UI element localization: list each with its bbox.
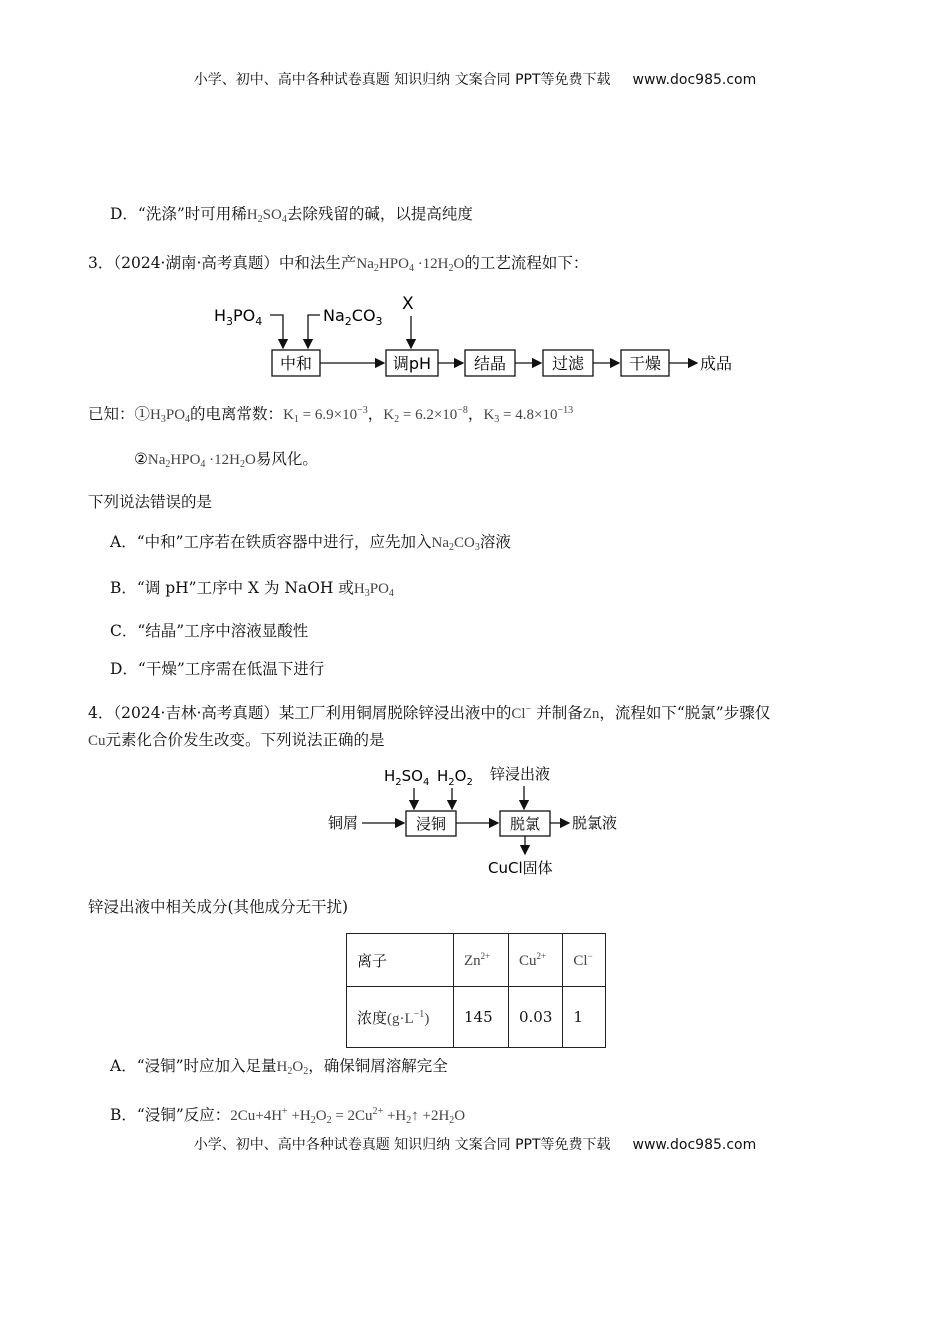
q2-d-lead: D．“洗涤”时可用稀	[110, 205, 247, 223]
table-row	[347, 987, 606, 1048]
q3-input-x: X	[402, 294, 414, 314]
q3-known2-lead: ②	[134, 450, 148, 468]
table-header-zn: $Zn^{2+}$	[454, 934, 509, 987]
q4-output: 脱氯液	[572, 814, 618, 832]
q3-known-2	[134, 448, 318, 476]
q3-a-tail: 溶液	[479, 533, 511, 551]
q4-table-caption: 锌浸出液中相关成分(其他成分无干扰)	[88, 898, 349, 916]
table-cell-cu: 0.03	[509, 987, 563, 1048]
table-cell-label: 浓度$(g\cdot L^{-1})$	[347, 987, 454, 1048]
formula-cl-minus: Cl−	[511, 704, 532, 722]
q4-flow-diagram	[320, 760, 650, 885]
table-header-cl: Cl−	[563, 934, 606, 987]
q3-known1-mid: 的电离常数：	[190, 405, 284, 423]
formula-h2so4: $H_2SO_4$	[246, 207, 287, 225]
q4-line1-lead: 4．（2024·吉林·高考真题）某工厂利用铜屑脱除锌浸出液中的	[88, 704, 512, 722]
q3-output: 成品	[700, 354, 733, 373]
q4-solid-cucl: CuCl固体	[488, 859, 553, 877]
page-footer	[0, 1134, 950, 1154]
formula-na2hpo4-12h2o-2: $Na_2HPO_4 \cdot 12H_2O$	[147, 452, 256, 470]
table-row	[347, 934, 606, 987]
q4-feed-copper: 铜屑	[328, 814, 359, 832]
q2-d-tail: 去除残留的碱，以提高纯度	[286, 205, 473, 223]
formula-h3po4: $H_3PO_4$	[150, 407, 191, 425]
q4-a-tail: ，确保铜屑溶解完全	[308, 1057, 448, 1075]
formula-h3po4-b: $H_3PO_4$	[353, 581, 394, 599]
q3-a-lead: A．“中和”工序若在铁质容器中进行，应先加入	[110, 533, 432, 551]
ion-concentration-table	[346, 933, 606, 1048]
k3-expression: $K_3 = 4.8\times 10^{-13}$	[483, 405, 574, 425]
q3-step-3: 结晶	[473, 354, 507, 373]
k1-expression: $K_1 = 6.9\times 10^{-3}$	[283, 405, 368, 425]
q4-input-h2so4: $H_2SO_4$	[384, 767, 430, 788]
footer-site: www.doc985.com	[632, 1137, 757, 1153]
formula-na2co3: $Na_2CO_3$	[431, 535, 480, 553]
q4-line1-tail: ，流程如下“脱氯”步骤仅	[599, 704, 771, 722]
q3-flow-diagram	[200, 290, 760, 390]
formula-cu: Cu	[88, 733, 106, 749]
q3-stem-lead: 3．（2024·湖南·高考真题）中和法生产	[88, 254, 357, 272]
formula-zn: Zn	[582, 706, 600, 722]
q4-option-b	[110, 1101, 465, 1132]
q4-option-a	[110, 1055, 448, 1083]
q3-known2-tail: 易风化。	[255, 450, 318, 468]
formula-na2hpo4-12h2o: $Na_2HPO_4 \cdot 12H_2O$	[356, 256, 465, 274]
formula-h2o2: $H_2O_2$	[276, 1059, 309, 1077]
q3-known-1: 已知：$①H_3PO_4$的电离常数：$K_1 = 6.9\times 10^{-3}$，$K_2 = 6.2\times 10^{-8}$，$K_3 = 4.8\times 10^{-13}$	[88, 405, 574, 425]
q4-stem-line2	[88, 729, 385, 752]
q3-option-b	[110, 577, 394, 605]
q3-known1-lead: 已知：①	[88, 405, 151, 423]
q3-input-na2co3: $Na_2CO_3$	[323, 306, 383, 328]
q4-a-lead: A．“浸铜”时应加入足量	[110, 1057, 277, 1075]
q3-stem-tail: 的工艺流程如下：	[464, 254, 589, 272]
table-cell-cl: 1	[563, 987, 606, 1048]
q3-option-c: C．“结晶”工序中溶液显酸性	[110, 622, 309, 640]
q4-line1-mid: 并制备	[536, 704, 583, 722]
q3-option-d: D．“干燥”工序需在低温下进行	[110, 660, 325, 678]
q3-step-4: 过滤	[551, 354, 585, 373]
table-header-cu: $Cu^{2+}$	[509, 934, 563, 987]
reaction-equation: $2Cu+4H^+ +H_2O_2 = 2Cu^{2+}$ $+H_2↑ +2H_2O$	[230, 1106, 466, 1126]
q3-step-1: 中和	[279, 354, 313, 373]
q2-option-d	[110, 203, 473, 231]
q3-stem	[88, 252, 588, 280]
q4-input-zinc-leachate: 锌浸出液	[490, 765, 551, 783]
header-text: 小学、初中、高中各种试卷真题 知识归纳 文案合同 PPT等免费下载	[193, 72, 611, 88]
k2-expression: $K_2 = 6.2\times 10^{-8}$	[383, 405, 468, 425]
q3-step-2: 调pH	[392, 354, 432, 373]
q4-line2-tail: 元素化合价发生改变。下列说法正确的是	[105, 731, 385, 749]
page-header	[0, 69, 950, 89]
table-cell-zn: 145	[454, 987, 509, 1048]
q3-step-5: 干燥	[628, 354, 662, 373]
q4-step-2: 脱氯	[509, 815, 541, 833]
table-header-ion: 离子	[347, 934, 454, 987]
q3-question: 下列说法错误的是	[88, 493, 213, 511]
q4-b-lead: B．“浸铜”反应：	[110, 1106, 231, 1124]
q3-input-h3po4: $H_3PO_4$	[214, 306, 263, 328]
footer-text: 小学、初中、高中各种试卷真题 知识归纳 文案合同 PPT等免费下载	[193, 1137, 611, 1153]
q4-stem-line1	[88, 699, 770, 725]
q4-input-h2o2: $H_2O_2$	[437, 767, 473, 788]
q4-step-1: 浸铜	[415, 815, 447, 833]
q3-option-a	[110, 531, 511, 559]
q3-b-lead: B．“调 pH”工序中 X 为 NaOH 或	[110, 579, 354, 597]
header-site: www.doc985.com	[632, 72, 757, 88]
